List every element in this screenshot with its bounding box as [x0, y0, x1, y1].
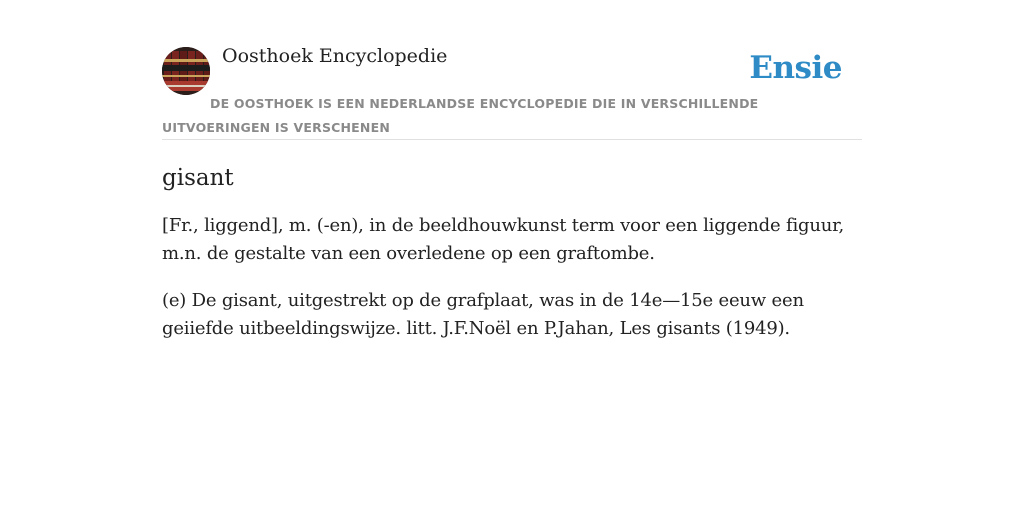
entry-paragraph: [Fr., liggend], m. (-en), in de beeldhouwkunst term voor een liggende figuur, m.n. de gestalte van een overledene op een graftombe.	[162, 215, 845, 264]
site-avatar[interactable]	[162, 47, 210, 95]
entry-paragraph: (e) De gisant, uitgestrekt op de grafplaat, was in de 14e—15e eeuw een geiiefde uitbeeldingswijze. litt. J.F.Noël en P.Jahan, Les gisants (1949).	[162, 290, 804, 339]
site-header	[162, 0, 862, 140]
encyclopedia-books-icon	[162, 47, 210, 95]
site-title-link[interactable]: Oosthoek Encyclopedie	[222, 45, 448, 67]
article-content	[162, 160, 862, 343]
site-tagline: DE OOSTHOEK IS EEN NEDERLANDSE ENCYCLOPEDIE DIE IN VERSCHILLENDE UITVOERINGEN IS VERSCHENEN	[162, 96, 759, 135]
entry-title: gisant	[162, 165, 234, 191]
brand-logo-link[interactable]: Ensie	[749, 50, 842, 86]
